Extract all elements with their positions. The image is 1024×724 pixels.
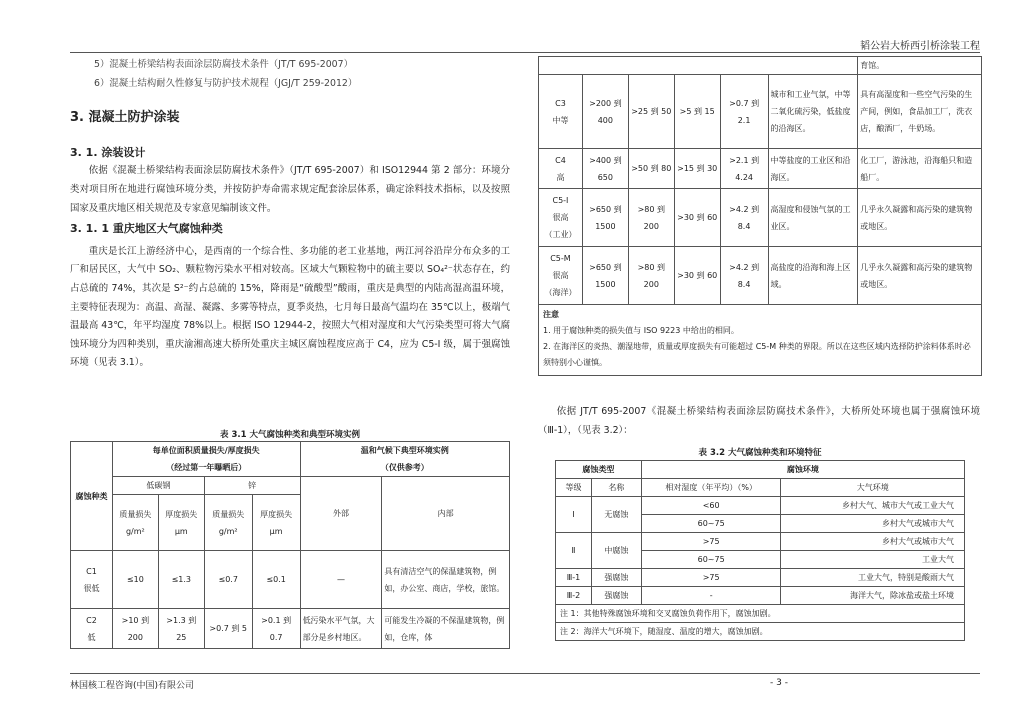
notes-title: 注意 <box>543 310 559 319</box>
col-corrosion-env: 腐蚀环境 <box>641 461 964 479</box>
col-corrosion-type: 腐蚀种类 <box>71 442 113 551</box>
table-3-1-part2 <box>538 56 982 376</box>
col-mass-loss-steel: 质量损失 g/m² <box>112 495 158 551</box>
table-3-2 <box>555 460 965 641</box>
col-env-header: 温和气候下典型环境实例 （仅供参考） <box>300 442 509 477</box>
subsection-title: 3. 1. 涂装设计 <box>70 145 146 159</box>
table-notes-row <box>539 305 982 376</box>
right-paragraph-block <box>538 403 980 440</box>
header-project-title: 韬公岩大桥西引桥涂装工程 <box>860 41 980 52</box>
note-1: 1. 用于腐蚀种类的损失值与 ISO 9223 中给出的相同。 <box>543 326 739 335</box>
col-mass-loss-zinc: 质量损失 g/m² <box>204 495 252 551</box>
col-outdoor: 外部 <box>300 477 382 551</box>
table-3-1-caption: 表 3.1 大气腐蚀种类和典型环境实例 <box>220 430 360 440</box>
table-row: C3 中等 >200 到 400 >25 到 50 >5 到 15 >0.7 到 2.1 城市和工业气氛，中等二氧化硫污染，低盐度的沿海区。 具有高湿度和一些空气污染的生产间，例如，食品加工厂，洗衣店，酿酒厂，牛奶场。 <box>539 75 982 149</box>
table-row: C1 很低 ≤10 ≤1.3 ≤0.7 ≤0.1 — 具有清洁空气的保温建筑物，例如，办公室、商店，学校，旅馆。 <box>71 551 510 609</box>
table-row: C5-M 很高 （海洋） >650 到 1500 >80 到 200 >30 到 60 >4.2 到 8.4 高盐度的沿海和海上区域。 几乎永久凝露和高污染的建筑物或地区。 <box>539 247 982 305</box>
footer-company: 林国核工程咨询(中国)有限公司 <box>70 681 195 691</box>
reference-6: 6）混凝土结构耐久性修复与防护技术规程（JGJ/T 259-2012） <box>94 77 358 89</box>
col-zinc: 锌 <box>204 477 300 495</box>
design-paragraph: 依据《混凝土桥梁结构表面涂层防腐技术条件》（JT/T 695-2007）和 ISO12944 第 2 部分：环境分类对项目所在地进行腐蚀环境分类，并按防护寿命需求规定配套涂层体系，确定涂料技术指标，以及按照国家及重庆地区相关规范及专家意见编制该文件。 <box>70 165 510 214</box>
chongqing-paragraph: 重庆是长江上游经济中心，是西南的一个综合性、多功能的老工业基地，两江河谷沿岸分布众多的工厂和居民区，大气中 SO₂、颗粒物污染水平相对较高。区域大气颗粒物中的硫主要以 SO₄²⁻状态存在，约占总硫的 74%，其次是 S²⁻约占总硫的 15%，降雨是“硫酸型”酸雨，重庆是典型的内陆高湿高温环境，主要特征表现为：高温、高湿、凝露、多雾等特点，夏季炎热，七月每日最高气温均在 35℃以上，极端气温最高 43℃，年平均湿度 78%以上。根据 ISO 12944-2，按照大气相对湿度和大气污染类型可将大气腐蚀环境分为四种类别，重庆渝湘高速大桥所处重庆主城区腐蚀程度应高于 C4，应为 C5-I 级，属于强腐蚀环境（见表 3.1）。 <box>70 245 510 369</box>
table-3-1-part1 <box>70 441 510 649</box>
col-name: 名称 <box>591 479 641 497</box>
table-3-2-note-2: 注 2：海洋大气环境下，随湿度、温度的增大，腐蚀加剧。 <box>556 623 965 641</box>
reference-5: 5）混凝土桥梁结构表面涂层防腐技术条件（JT/T 695-2007） <box>94 59 353 70</box>
table-row: Ⅰ 无腐蚀 <60 乡村大气、城市大气或工业大气 <box>556 497 965 515</box>
col-low-carbon-steel: 低碳钢 <box>112 477 204 495</box>
col-indoor: 内部 <box>382 477 510 551</box>
col-grade: 等级 <box>556 479 592 497</box>
table-row: Ⅲ-1 强腐蚀 >75 工业大气，特别是酸雨大气 <box>556 569 965 587</box>
section-title: 3. 混凝土防护涂装 <box>70 110 180 126</box>
subsubsection-title: 3. 1. 1 重庆地区大气腐蚀种类 <box>70 222 223 236</box>
col-atmosphere: 大气环境 <box>781 479 965 497</box>
header-rule <box>70 52 980 53</box>
col-loss-header: 每单位面积质量损失/厚度损失 （经过第一年曝晒后） <box>112 442 300 477</box>
table-row: 60~75 乡村大气或城市大气 <box>556 515 965 533</box>
table-row: C2 低 >10 到 200 >1.3 到 25 >0.7 到 5 >0.1 到 0.7 低污染水平气氛，大部分是乡村地区。 可能发生冷凝的不保温建筑物，例如，仓库，体 <box>71 609 510 649</box>
table-3-2-caption: 表 3.2 大气腐蚀种类和环境特征 <box>698 448 822 458</box>
col-thick-loss-zinc: 厚度损失 μm <box>252 495 300 551</box>
table-3-2-note-1: 注 1：其他特殊腐蚀环境和交叉腐蚀负荷作用下，腐蚀加剧。 <box>556 605 965 623</box>
table-row: Ⅱ 中腐蚀 >75 乡村大气或城市大气 <box>556 533 965 551</box>
left-column-text <box>70 56 510 373</box>
table-row: 60~75 工业大气 <box>556 551 965 569</box>
footer-rule <box>70 673 980 674</box>
note-2: 2. 在海洋区的炎热、潮湿地带，质量或厚度损失有可能超过 C5-M 种类的界限。所以在这些区域内选择防护涂料体系时必须特别小心谨慎。 <box>543 342 971 367</box>
table-row: C4 高 >400 到 650 >50 到 80 >15 到 30 >2.1 到 4.24 中等盐度的工业区和沿海区。 化工厂，游泳池，沿海船只和造船厂。 <box>539 149 982 189</box>
col-humidity: 相对湿度（年平均）（%） <box>641 479 781 497</box>
continued-cell: 育馆。 <box>858 57 982 75</box>
table-note-row <box>556 605 965 623</box>
table-row: Ⅲ-2 强腐蚀 - 海洋大气，除冰盐或盐土环境 <box>556 587 965 605</box>
table-note-row <box>556 623 965 641</box>
col-thick-loss-steel: 厚度损失 μm <box>158 495 204 551</box>
col-corrosion-kind: 腐蚀类型 <box>556 461 642 479</box>
table-row: C5-I 很高 （工业） >650 到 1500 >80 到 200 >30 到 60 >4.2 到 8.4 高湿度和侵蚀气氛的工业区。 几乎永久凝露和高污染的建筑物或地区。 <box>539 189 982 247</box>
footer-page-number: - 3 - <box>770 678 788 688</box>
environment-paragraph: 依据 JT/T 695-2007《混凝土桥梁结构表面涂层防腐技术条件》，大桥所处环境也属于强腐蚀环境（Ⅲ-1），（见表 3.2）： <box>538 406 980 436</box>
